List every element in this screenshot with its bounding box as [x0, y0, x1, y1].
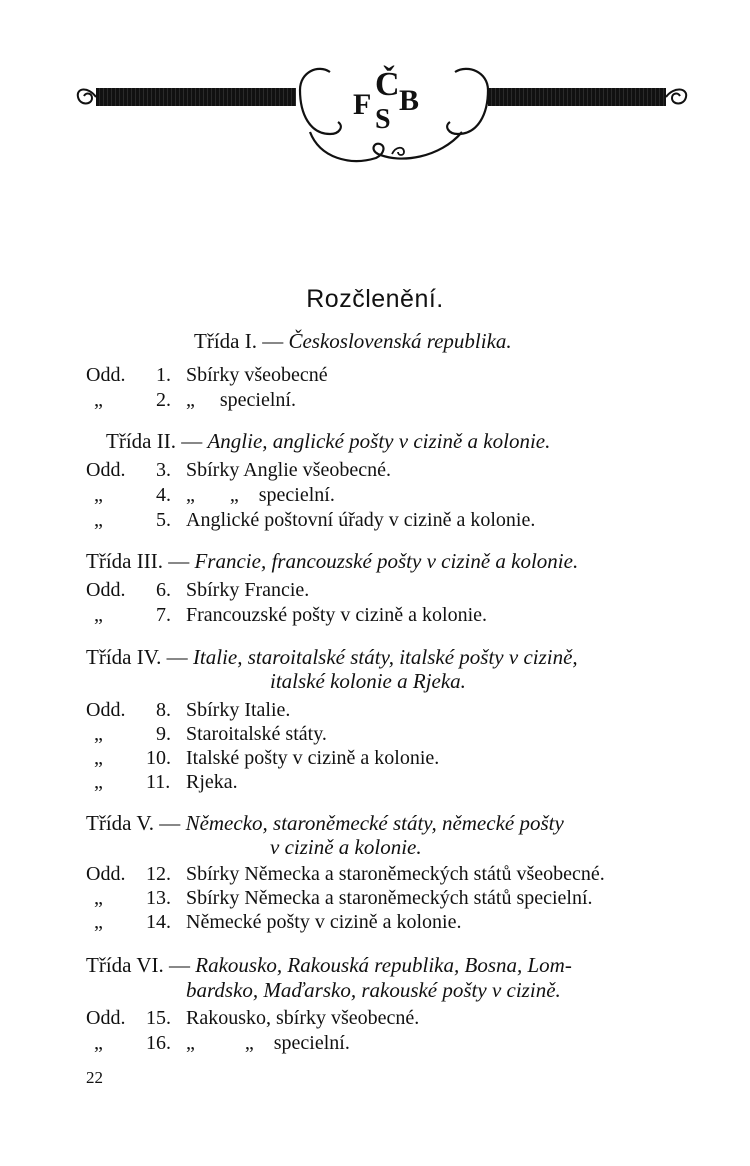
odd-label: Odd. — [86, 579, 126, 601]
monogram-b: B — [399, 84, 420, 117]
section-row — [86, 460, 391, 480]
section-row — [86, 1033, 350, 1053]
class-heading — [86, 813, 564, 834]
section-text: Sbírky Italie. — [186, 699, 291, 721]
section-row — [86, 700, 290, 720]
class-name: Rakousko, Rakouská republika, Bosna, Lom- — [195, 953, 572, 977]
section-number: 3. — [156, 459, 171, 481]
class-name: Anglie, anglické pošty v cizině a kolonie. — [207, 429, 551, 453]
odd-label: „ — [94, 484, 103, 506]
class-name-continued: italské kolonie a Rjeka. — [270, 669, 466, 693]
page-title: Rozčlenění. — [306, 285, 444, 313]
class-label: Třída V. — — [86, 811, 181, 835]
section-text: Anglické poštovní úřady v cizině a kolonie. — [186, 509, 536, 531]
odd-label: „ — [94, 887, 103, 909]
section-row — [86, 605, 487, 625]
section-text: Rjeka. — [186, 771, 238, 793]
class-name: Československá republika. — [288, 329, 512, 353]
class-name-continued: bardsko, Maďarsko, rakouské pošty v cizině. — [186, 978, 561, 1002]
section-number: 15. — [146, 1007, 171, 1029]
odd-label: „ — [94, 509, 103, 531]
section-number: 5. — [156, 509, 171, 531]
class-label: Třída III. — — [86, 549, 190, 573]
section-text: Sbírky všeobecné — [186, 364, 328, 386]
section-row — [86, 724, 327, 744]
section-text: Staroitalské státy. — [186, 723, 327, 745]
odd-label: „ — [94, 747, 103, 769]
section-number: 9. — [156, 723, 171, 745]
section-row — [86, 365, 328, 385]
section-number: 16. — [146, 1032, 171, 1054]
odd-label: „ — [94, 389, 103, 411]
section-text: „ specielní. — [186, 389, 296, 411]
odd-label: Odd. — [86, 699, 126, 721]
section-text: Sbírky Německa a staroněmeckých států všeobecné. — [186, 863, 605, 885]
section-text: Sbírky Německa a staroněmeckých států specielní. — [186, 887, 593, 909]
section-number: 8. — [156, 699, 171, 721]
section-text: „ „ specielní. — [186, 1032, 350, 1054]
odd-label: „ — [94, 1032, 103, 1054]
section-row — [86, 888, 593, 908]
header-ornament — [0, 50, 750, 190]
class-heading — [86, 551, 578, 572]
section-row — [86, 1008, 419, 1028]
odd-label: Odd. — [86, 1007, 126, 1029]
odd-label: „ — [94, 771, 103, 793]
class-label: Třída I. — — [194, 329, 284, 353]
odd-label: „ — [94, 911, 103, 933]
section-number: 6. — [156, 579, 171, 601]
class-label: Třída II. — — [106, 429, 203, 453]
class-label: Třída IV. — — [86, 645, 188, 669]
section-text: Italské pošty v cizině a kolonie. — [186, 747, 440, 769]
section-number: 12. — [146, 863, 171, 885]
section-text: „ „ specielní. — [186, 484, 335, 506]
fcsb-monogram — [337, 62, 437, 135]
section-number: 13. — [146, 887, 171, 909]
odd-label: „ — [94, 604, 103, 626]
section-text: Sbírky Anglie všeobecné. — [186, 459, 391, 481]
class-name-continued: v cizině a kolonie. — [270, 835, 422, 859]
section-number: 11. — [146, 771, 171, 793]
section-number: 10. — [146, 747, 171, 769]
odd-label: „ — [94, 723, 103, 745]
monogram-s: S — [375, 104, 391, 135]
section-row — [86, 580, 309, 600]
monogram-f: F — [353, 88, 372, 121]
section-row — [86, 485, 335, 505]
odd-label: Odd. — [86, 364, 126, 386]
section-row — [86, 772, 238, 792]
section-text: Francouzské pošty v cizině a kolonie. — [186, 604, 488, 626]
class-name: Německo, staroněmecké státy, německé pošty — [185, 811, 564, 835]
odd-label: Odd. — [86, 459, 126, 481]
class-heading — [194, 331, 512, 352]
page-number: 22 — [86, 1068, 103, 1087]
section-number: 2. — [156, 389, 171, 411]
section-text: Rakousko, sbírky všeobecné. — [186, 1007, 420, 1029]
section-row — [86, 912, 461, 932]
section-number: 1. — [156, 364, 171, 386]
class-heading — [106, 431, 550, 452]
class-heading — [86, 955, 572, 976]
class-label: Třída VI. — — [86, 953, 191, 977]
monogram-c: Č — [375, 66, 400, 103]
section-text: Sbírky Francie. — [186, 579, 310, 601]
section-row — [86, 748, 439, 768]
section-row — [86, 864, 605, 884]
section-number: 4. — [156, 484, 171, 506]
section-text: Německé pošty v cizině a kolonie. — [186, 911, 462, 933]
section-number: 7. — [156, 604, 171, 626]
section-row — [86, 510, 535, 530]
class-name: Francie, francouzské pošty v cizině a kolonie. — [194, 549, 579, 573]
section-row — [86, 390, 296, 410]
class-heading — [86, 647, 578, 668]
class-name: Italie, staroitalské státy, italské pošty v cizině, — [192, 645, 578, 669]
section-number: 14. — [146, 911, 171, 933]
odd-label: Odd. — [86, 863, 126, 885]
